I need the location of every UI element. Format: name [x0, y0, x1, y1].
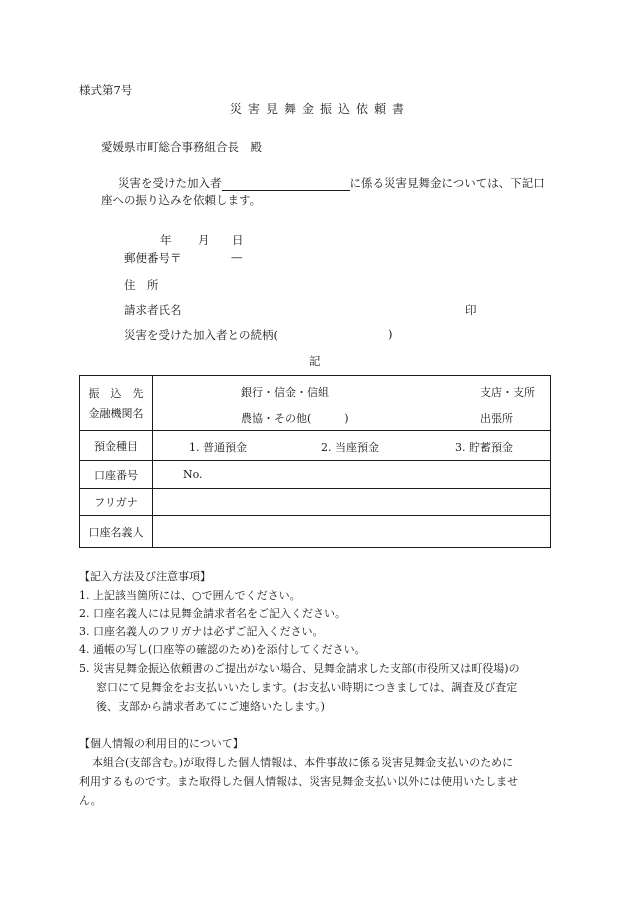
request-suffix: に係る災害見舞金については、下記口	[349, 176, 545, 190]
branch-types-2: 出張所	[480, 412, 513, 425]
date-day: 日	[232, 233, 244, 247]
holder-label: 口座名義人	[80, 516, 153, 548]
holder-cell[interactable]	[153, 516, 551, 548]
request-line-2: 座への振り込みを依頼します。	[101, 193, 262, 207]
relation-close: )	[388, 327, 393, 341]
notes-heading: 【記入方法及び注意事項】	[79, 570, 211, 583]
bank-types-2: 農協・その他( )	[241, 412, 349, 425]
deposit-option-savings[interactable]: 3. 貯蓄預金	[455, 441, 513, 454]
note-item: 4. 通帳の写し(口座等の確認のため)を添付してください。	[79, 643, 366, 656]
date-year: 年	[160, 233, 172, 247]
note-item: 2. 口座名義人には見舞金請求者名をご記入ください。	[79, 607, 346, 620]
note-item-cont: 窓口にて見舞金をお支払いいたします。(お支払い時期につきましては、調査及び査定	[96, 681, 518, 694]
page-title: 災害見舞金振込依頼書	[230, 102, 411, 116]
privacy-heading: 【個人情報の利用目的について】	[79, 737, 244, 750]
bank-name-cell[interactable]	[153, 376, 551, 431]
table-row	[80, 489, 551, 516]
address-label: 住 所	[124, 278, 159, 292]
request-prefix: 災害を受けた加入者	[118, 176, 222, 190]
note-item: 3. 口座名義人のフリガナは必ずご記入ください。	[79, 625, 324, 638]
postal-label: 郵便番号〒	[124, 251, 182, 265]
furigana-cell[interactable]	[153, 489, 551, 516]
note-item-cont: 後、支部から請求者あてにご連絡いたします。)	[96, 700, 325, 713]
member-name-blank[interactable]	[222, 178, 350, 191]
deposit-label: 預金種目	[80, 431, 153, 461]
privacy-line: 本組合(支部含む。)が取得した個人情報は、本件事故に係る災害見舞金支払いのために	[92, 756, 514, 769]
bank-info-table	[79, 375, 551, 548]
note-item: 1. 上記該当箇所には、○で囲んでください。	[79, 589, 301, 602]
form-number: 様式第7号	[79, 83, 133, 97]
deposit-options-cell[interactable]	[153, 431, 551, 461]
branch-types-1: 支店・支所	[480, 386, 535, 399]
postal-dash: —	[231, 250, 243, 264]
ki-heading: 記	[309, 354, 321, 368]
table-row	[80, 376, 551, 431]
relation-label: 災害を受けた加入者との続柄(	[124, 328, 278, 342]
account-number-cell[interactable]	[153, 461, 551, 489]
table-row	[80, 431, 551, 461]
date-month: 月	[198, 233, 210, 247]
request-line-1	[118, 175, 545, 191]
table-row	[80, 461, 551, 489]
bank-types-1: 銀行・信金・信組	[241, 386, 329, 399]
bank-label-line-1: 振 込 先	[88, 387, 144, 400]
furigana-label: フリガナ	[80, 489, 153, 516]
deposit-option-current[interactable]: 2. 当座預金	[321, 441, 379, 454]
applicant-name-label: 請求者氏名	[124, 303, 182, 317]
account-label: 口座番号	[80, 461, 153, 489]
deposit-option-ordinary[interactable]: 1. 普通預金	[189, 441, 247, 454]
seal-mark: 印	[465, 303, 477, 317]
note-item: 5. 災害見舞金振込依頼書のご提出がない場合、見舞金請求した支部(市役所又は町役場)の	[79, 662, 520, 675]
account-prefix: No.	[183, 468, 203, 481]
table-row	[80, 516, 551, 548]
privacy-line: ん。	[79, 794, 102, 807]
addressee: 愛媛県市町総合事務組合長 殿	[101, 140, 262, 154]
bank-label-line-2: 金融機関名	[88, 407, 144, 420]
bank-label-cell	[80, 376, 153, 431]
privacy-line: 利用するものです。また取得した個人情報は、災害見舞金支払い以外には使用いたしませ	[79, 775, 519, 788]
